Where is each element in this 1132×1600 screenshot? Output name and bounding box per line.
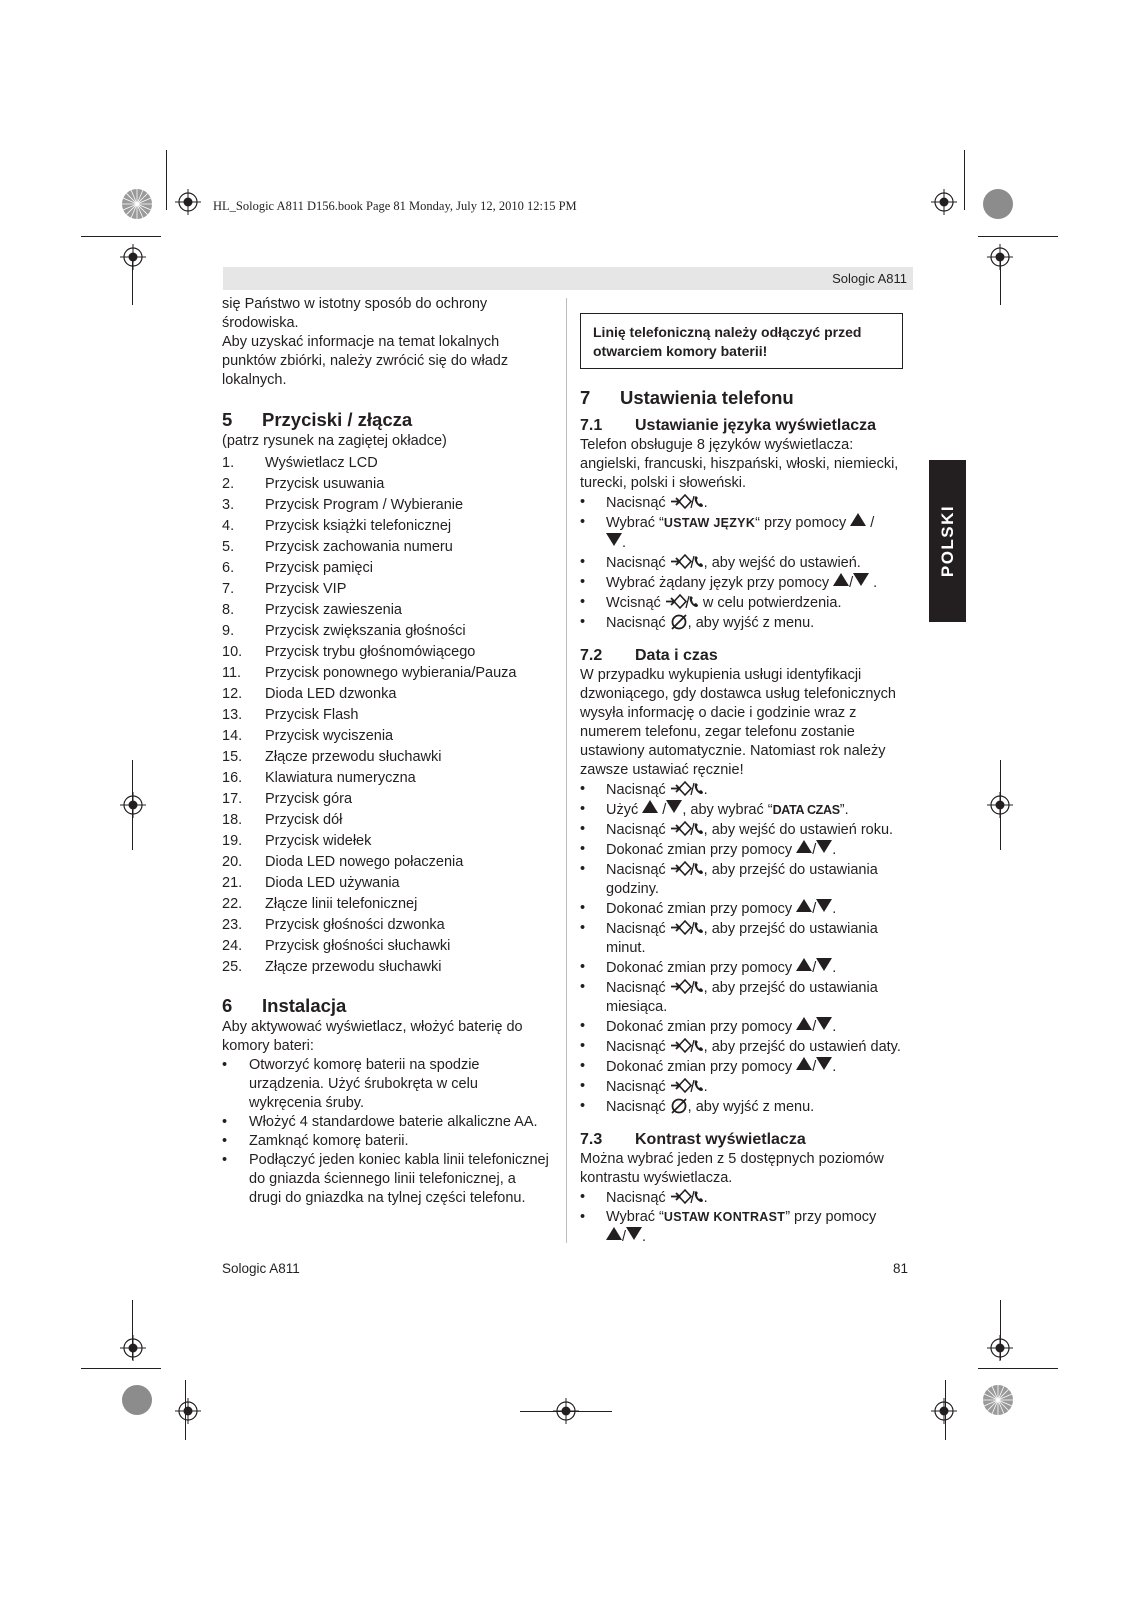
component-list-item [222,516,552,537]
header-model: Sologic A811 [832,271,907,286]
item-number: 23. [222,917,243,933]
item-number: 4. [222,518,235,534]
item-number: 1. [222,455,235,471]
item-label: Dioda LED dzwonka [265,686,397,702]
item-label: Wyświetlacz LCD [265,455,378,471]
item-label: Przycisk głośności słuchawki [265,938,451,954]
registration-mark-icon [120,792,146,818]
step-text: Wybrać żądany język przy pomocy [606,575,830,591]
step-text: Dokonać zmian przy pomocy [606,842,793,858]
language-tab-label: POLSKI [937,504,957,578]
date-time-steps [580,780,913,1117]
ok-call-icon [670,862,704,878]
step-text: , aby wyjść z menu. [687,1099,815,1115]
step-text: Dokonać zmian przy pomocy [606,901,793,917]
list-item: • Podłączyć jeden koniec kabla linii telefonicznej do gniazda ściennego linii telefonicznej, a drugi do gniazdka na tylnej części telefonu. [222,1151,552,1208]
step-text: Nacisnąć [606,1079,666,1095]
color-bar-dial-icon [982,188,1014,220]
list-item [580,820,913,840]
up-arrow-icon [606,1227,622,1240]
section-title: Ustawianie języka wyświetlacza [635,417,877,434]
print-info: HL_Sologic A811 D156.book Page 81 Monday, July 12, 2010 12:15 PM [213,199,577,213]
component-list-item [222,915,552,936]
item-number: 7. [222,581,235,597]
list-item: • Dokonać zmian przy pomocy / . [580,899,913,919]
ok-call-icon [670,1190,704,1206]
section-6-heading [222,994,552,1018]
step-text: , aby przejść do ustawiania miesiąca. [606,980,878,1015]
section-5-heading [222,408,552,432]
warning-notice: Linię telefoniczną należy odłączyć przed otwarciem komory baterii! [580,313,903,369]
component-list-item [222,873,552,894]
component-list-item [222,852,552,873]
section-7-heading [580,386,913,410]
item-label: Przycisk głośności dzwonka [265,917,445,933]
list-item [580,860,913,899]
down-arrow-icon [666,800,682,813]
step-text: ” przy pomocy [785,1209,877,1225]
ok-call-icon [670,495,704,511]
registration-mark-icon [987,792,1013,818]
section-5-subtitle: (patrz rysunek na zagiętej okładce) [222,433,447,449]
step-text: Nacisnąć [606,1099,666,1115]
up-arrow-icon [833,573,849,586]
item-number: 18. [222,812,243,828]
color-bar-dial-icon [982,1384,1014,1416]
step-text: Użyć [606,802,639,818]
step-text: Nacisnąć [606,822,666,838]
up-arrow-icon [796,840,812,853]
item-label: Przycisk pamięci [265,560,373,576]
list-item: • Wybrać żądany język przy pomocy / . [580,573,913,593]
intro-line: lokalnych. [222,372,287,388]
column-divider [566,298,567,1243]
component-list-item [222,474,552,495]
up-arrow-icon [796,1017,812,1030]
ok-call-icon [670,1039,704,1055]
item-label: Przycisk Flash [265,707,359,723]
ok-call-icon [670,921,704,937]
item-label: Złącze przewodu słuchawki [265,749,442,765]
item-label: Przycisk zwiększania głośności [265,623,466,639]
component-list-item [222,558,552,579]
step-text: Dokonać zmian przy pomocy [606,1059,793,1075]
step-text: Dokonać zmian przy pomocy [606,1019,793,1035]
component-list-item [222,600,552,621]
registration-mark-icon [175,1398,201,1424]
item-label: Przycisk ponownego wybierania/Pauza [265,665,517,681]
item-label: Przycisk książki telefonicznej [265,518,452,534]
step-text: w celu potwierdzenia. [702,595,842,611]
down-arrow-icon [816,958,832,971]
item-label: Przycisk VIP [265,581,347,597]
item-number: 13. [222,707,243,723]
intro-line: punktów zbiórki, należy zwrócić się do władz [222,353,509,369]
ok-call-icon [670,782,704,798]
component-list-item [222,453,552,474]
intro-line: środowiska. [222,315,299,331]
item-number: 19. [222,833,243,849]
component-list-item [222,705,552,726]
step-text: , aby przejść do ustawiania godziny. [606,862,878,897]
item-number: 17. [222,791,243,807]
down-arrow-icon [816,840,832,853]
language-steps [580,493,913,633]
item-label: Klawiatura numeryczna [265,770,416,786]
step-text: Nacisnąć [606,495,666,511]
step-text: , aby wyjść z menu. [687,615,815,631]
list-item: • Włożyć 4 standardowe baterie alkaliczne AA. [222,1113,552,1132]
up-arrow-icon [642,800,658,813]
registration-mark-icon [120,1335,146,1361]
step-text: Wybrać “ [606,515,664,531]
registration-mark-icon [175,189,201,215]
page-header [223,267,913,290]
section-7-2-heading [580,645,913,666]
list-item: • Dokonać zmian przy pomocy / . [580,840,913,860]
component-list-item [222,810,552,831]
step-text: Nacisnąć [606,615,666,631]
item-number: 22. [222,896,243,912]
registration-mark-icon [987,244,1013,270]
step-text: , aby przejść do ustawiania minut. [606,921,878,956]
section-7-2-intro: W przypadku wykupienia usługi identyfikacji dzwoniącego, gdy dostawca usług telefonicznych wysyła informację o dacie i godzinie wraz z numerem telefonu, zegar telefonu zostanie ustawiony automatycznie. Natomiast rok należy zawsze ustawiać ręcznie! [580,667,896,778]
color-bar-dial-icon [121,1384,153,1416]
step-text: Dokonać zmian przy pomocy [606,960,793,976]
down-arrow-icon [816,899,832,912]
step-text: “ przy pomocy [755,515,847,531]
section-title: Data i czas [635,647,718,664]
step-text: , aby wejść do ustawień roku. [703,822,894,838]
item-number: 9. [222,623,235,639]
item-number: 2. [222,476,235,492]
left-column [222,295,552,1208]
list-item: • Dokonać zmian przy pomocy / . [580,1057,913,1077]
component-list-item [222,537,552,558]
contrast-steps [580,1188,913,1247]
down-arrow-icon [816,1057,832,1070]
menu-option-name: USTAW KONTRAST [663,1210,786,1224]
menu-option-name: DATA CZAS [772,803,840,817]
cancel-key-icon [670,1099,688,1115]
step-text: Nacisnąć [606,980,666,996]
up-arrow-icon [796,1057,812,1070]
list-item [580,978,913,1017]
page-number: 81 [893,1261,909,1276]
intro-line: się Państwo w istotny sposób do ochrony [222,296,488,312]
step-text: Wybrać “ [606,1209,664,1225]
component-list-item [222,495,552,516]
item-number: 21. [222,875,243,891]
list-item: • Wybrać “USTAW JĘZYK“ przy pomocy / . [580,513,913,553]
list-item: • Otworzyć komorę baterii na spodzie urządzenia. Użyć śrubokręta w celu wykręcenia śruby. [222,1056,552,1113]
component-list [222,453,552,978]
list-item: • Nacisnąć . [580,1188,913,1208]
section-number: 7.2 [580,647,603,664]
registration-mark-icon [987,1335,1013,1361]
up-arrow-icon [796,958,812,971]
list-item: • Nacisnąć . [580,1077,913,1097]
installation-steps [222,1056,552,1208]
list-item [580,613,913,633]
component-list-item [222,579,552,600]
item-label: Przycisk trybu głośnomówiącego [265,644,476,660]
item-label: Przycisk dół [265,812,343,828]
list-item [580,919,913,958]
item-label: Przycisk góra [265,791,353,807]
section-number: 6 [222,995,233,1016]
list-item: • Zamknąć komorę baterii. [222,1132,552,1151]
step-text: Wcisnąć [606,595,661,611]
intro-line: Aby uzyskać informacje na temat lokalnych [222,334,500,350]
list-item: • Nacisnąć . [580,493,913,513]
section-title: Kontrast wyświetlacza [635,1131,806,1148]
ok-call-icon [670,822,704,838]
item-number: 14. [222,728,243,744]
item-number: 3. [222,497,235,513]
down-arrow-icon [626,1227,642,1240]
item-label: Złącze linii telefonicznej [265,896,418,912]
list-item: • Dokonać zmian przy pomocy / . [580,958,913,978]
step-text: Nacisnąć [606,782,666,798]
down-arrow-icon [853,573,869,586]
section-7-1-heading [580,415,913,436]
component-list-item [222,663,552,684]
step-text: Nacisnąć [606,555,666,571]
section-7-1-intro: Telefon obsługuje 8 języków wyświetlacza: angielski, francuski, hiszpański, włoski, niemiecki, turecki, polski i słoweński. [580,437,899,491]
item-number: 6. [222,560,235,576]
item-number: 8. [222,602,235,618]
registration-mark-icon [931,189,957,215]
step-text: ”. [839,802,849,818]
list-item: • Wybrać “USTAW KONTRAST” przy pomocy / . [580,1208,913,1247]
item-label: Przycisk zawieszenia [265,602,402,618]
section-7-3-heading [580,1129,913,1150]
item-number: 25. [222,959,243,975]
item-label: Przycisk wyciszenia [265,728,394,744]
language-tab [929,460,966,622]
step-text: Nacisnąć [606,921,666,937]
step-text: , aby wejść do ustawień. [703,555,861,571]
registration-mark-icon [931,1398,957,1424]
item-number: 24. [222,938,243,954]
item-label: Przycisk usuwania [265,476,385,492]
menu-option-name: USTAW JĘZYK [663,516,756,530]
item-label: Przycisk zachowania numeru [265,539,453,555]
list-item: • Dokonać zmian przy pomocy / . [580,1017,913,1037]
step-text: Nacisnąć [606,1190,666,1206]
up-arrow-icon [850,513,866,526]
ok-call-icon [670,1079,704,1095]
ok-call-icon [665,595,699,611]
item-number: 5. [222,539,235,555]
component-list-item [222,789,552,810]
item-label: Dioda LED nowego połaczenia [265,854,464,870]
item-label: Przycisk widełek [265,833,372,849]
list-item [580,1097,913,1117]
down-arrow-icon [816,1017,832,1030]
list-item [580,1037,913,1057]
item-number: 12. [222,686,243,702]
section-7-3-intro: Można wybrać jeden z 5 dostępnych poziomów kontrastu wyświetlacza. [580,1151,884,1186]
component-list-item [222,894,552,915]
list-item [580,553,913,573]
item-label: Złącze przewodu słuchawki [265,959,442,975]
list-item: • Użyć / , aby wybrać “DATA CZAS”. [580,800,913,820]
step-text: Nacisnąć [606,1039,666,1055]
section-number: 7.1 [580,417,603,434]
cancel-key-icon [670,615,688,631]
section-title: Przyciski / złącza [262,409,413,430]
component-list-item [222,831,552,852]
item-number: 20. [222,854,243,870]
item-number: 15. [222,749,243,765]
section-title: Instalacja [262,995,347,1016]
item-label: Przycisk Program / Wybieranie [265,497,464,513]
component-list-item [222,621,552,642]
footer-model: Sologic A811 [222,1261,300,1276]
component-list-item [222,936,552,957]
item-label: Dioda LED używania [265,875,400,891]
step-text: Nacisnąć [606,862,666,878]
item-number: 11. [222,665,242,681]
ok-call-icon [670,555,704,571]
section-6-intro: Aby aktywować wyświetlacz, włożyć baterię do komory bateri: [222,1019,523,1054]
section-number: 7.3 [580,1131,603,1148]
step-text: , aby przejść do ustawień daty. [703,1039,901,1055]
ok-call-icon [670,980,704,996]
list-item [580,593,913,613]
item-number: 10. [222,644,243,660]
section-number: 5 [222,409,233,430]
registration-mark-icon [553,1398,579,1424]
up-arrow-icon [796,899,812,912]
list-item: • Nacisnąć . [580,780,913,800]
step-text: , aby wybrać “ [682,802,773,818]
component-list-item [222,726,552,747]
component-list-item [222,642,552,663]
color-bar-dial-icon [121,188,153,220]
component-list-item [222,747,552,768]
item-number: 16. [222,770,243,786]
section-number: 7 [580,387,591,408]
component-list-item [222,684,552,705]
down-arrow-icon [606,533,622,546]
section-title: Ustawienia telefonu [620,387,794,408]
right-column [580,313,913,1247]
component-list-item [222,957,552,978]
component-list-item [222,768,552,789]
registration-mark-icon [120,244,146,270]
